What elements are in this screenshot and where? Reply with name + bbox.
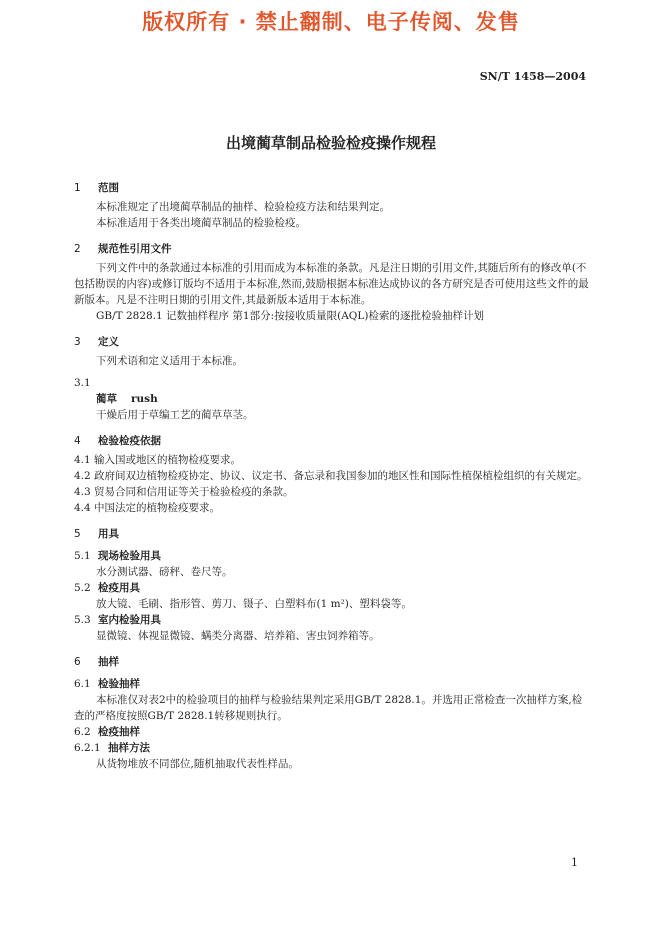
section-number: 6 — [74, 656, 81, 668]
subsection-number: 6.1 — [74, 678, 91, 690]
subsection-6-2-1-body: 从货物堆放不同部位,随机抽取代表性样品。 — [96, 758, 299, 770]
standard-code: SN/T 1458—2004 — [479, 70, 586, 83]
section-1-paragraph-1: 本标准规定了出境蔺草制品的抽样、检验检疫方法和结果判定。 — [96, 201, 390, 213]
copyright-watermark: 版权所有 · 禁止翻制、电子传阅、发售 — [142, 10, 520, 34]
section-title: 定义 — [98, 336, 119, 348]
section-5-heading — [74, 526, 590, 542]
subsection-title: 室内检验用具 — [98, 614, 161, 626]
subsection-number: 5.3 — [74, 614, 91, 626]
subsection-5-2-heading — [74, 580, 590, 596]
section-4-item-4: 4.4 中国法定的植物检疫要求。 — [74, 502, 221, 514]
page-number: 1 — [571, 856, 578, 869]
section-6-heading — [74, 654, 590, 670]
page-title: 出境蔺草制品检验检疫操作规程 — [225, 134, 436, 152]
section-title: 规范性引用文件 — [98, 243, 172, 255]
section-3-heading — [74, 334, 590, 350]
subsection-5-3-body: 显微镜、体视显微镜、螨类分离器、培养箱、害虫饲养箱等。 — [96, 630, 380, 642]
section-4-item-1: 4.1 输入国或地区的植物检疫要求。 — [74, 454, 242, 466]
section-title: 用具 — [98, 528, 119, 540]
subsection-6-2-1-heading — [74, 740, 590, 756]
subsection-number: 5.2 — [74, 582, 91, 594]
subsection-6-2-heading — [74, 724, 590, 740]
section-2-paragraph-1: 下列文件中的条款通过本标准的引用而成为本标准的条款。凡是注日期的引用文件,其随后所有的修改单(不包括勘误的内容)或修订版均不适用于本标准,然而,鼓励根据本标准达成协议的各方研究是否可使用这些文件的最新版本。凡是不注明日期的引用文件,其最新版本适用于本标准。 — [74, 262, 589, 306]
term-definition: 干燥后用于草编工艺的蔺草草茎。 — [96, 409, 254, 421]
subsection-number: 6.2 — [74, 726, 91, 738]
subsection-title: 现场检验用具 — [98, 550, 161, 562]
term-english: rush — [131, 393, 158, 405]
section-number: 4 — [74, 435, 81, 447]
section-4-item-2: 4.2 政府间双边植物检疫协定、协议、议定书、备忘录和我国参加的地区性和国际性植保植检组织的有关规定。 — [74, 470, 588, 482]
subsection-6-1-body: 本标准仅对表2中的检验项目的抽样与检验结果判定采用GB/T 2828.1。并选用正常检查一次抽样方案,检查的严格度按照GB/T 2828.1转移规则执行。 — [74, 694, 583, 722]
term-entry — [74, 391, 590, 407]
section-3-paragraph-1: 下列术语和定义适用于本标准。 — [96, 355, 243, 367]
document-body — [74, 180, 590, 772]
subsection-title: 检验抽样 — [98, 678, 140, 690]
section-number: 5 — [74, 528, 81, 540]
section-title: 范围 — [98, 182, 119, 194]
subsection-number: 5.1 — [74, 550, 91, 562]
section-number: 3 — [74, 336, 81, 348]
section-4-heading — [74, 433, 590, 449]
section-title: 抽样 — [98, 656, 119, 668]
subsection-5-1-body: 水分测试器、磅秤、卷尺等。 — [96, 566, 233, 578]
section-number: 1 — [74, 182, 81, 194]
section-4-item-3: 4.3 贸易合同和信用证等关于检验检疫的条款。 — [74, 486, 294, 498]
subsection-number: 6.2.1 — [74, 742, 101, 754]
section-2-reference: GB/T 2828.1 记数抽样程序 第1部分:按接收质量限(AQL)检索的逐批检验抽样计划 — [96, 310, 484, 322]
term-chinese: 蔺草 — [96, 393, 117, 405]
subsection-title: 抽样方法 — [108, 742, 150, 754]
section-1-heading — [74, 180, 590, 196]
subsection-5-1-heading — [74, 548, 590, 564]
subsection-3-1-number: 3.1 — [74, 377, 91, 389]
subsection-6-1-heading — [74, 676, 590, 692]
subsection-title: 检疫抽样 — [98, 726, 140, 738]
section-2-heading — [74, 241, 590, 257]
section-1-paragraph-2: 本标准适用于各类出境蔺草制品的检验检疫。 — [96, 217, 306, 229]
subsection-5-3-heading — [74, 612, 590, 628]
subsection-5-2-body: 放大镜、毛刷、指形管、剪刀、镊子、白塑料布(1 m²)、塑料袋等。 — [96, 598, 412, 610]
section-number: 2 — [74, 243, 81, 255]
subsection-title: 检疫用具 — [98, 582, 140, 594]
section-title: 检验检疫依据 — [98, 435, 161, 447]
